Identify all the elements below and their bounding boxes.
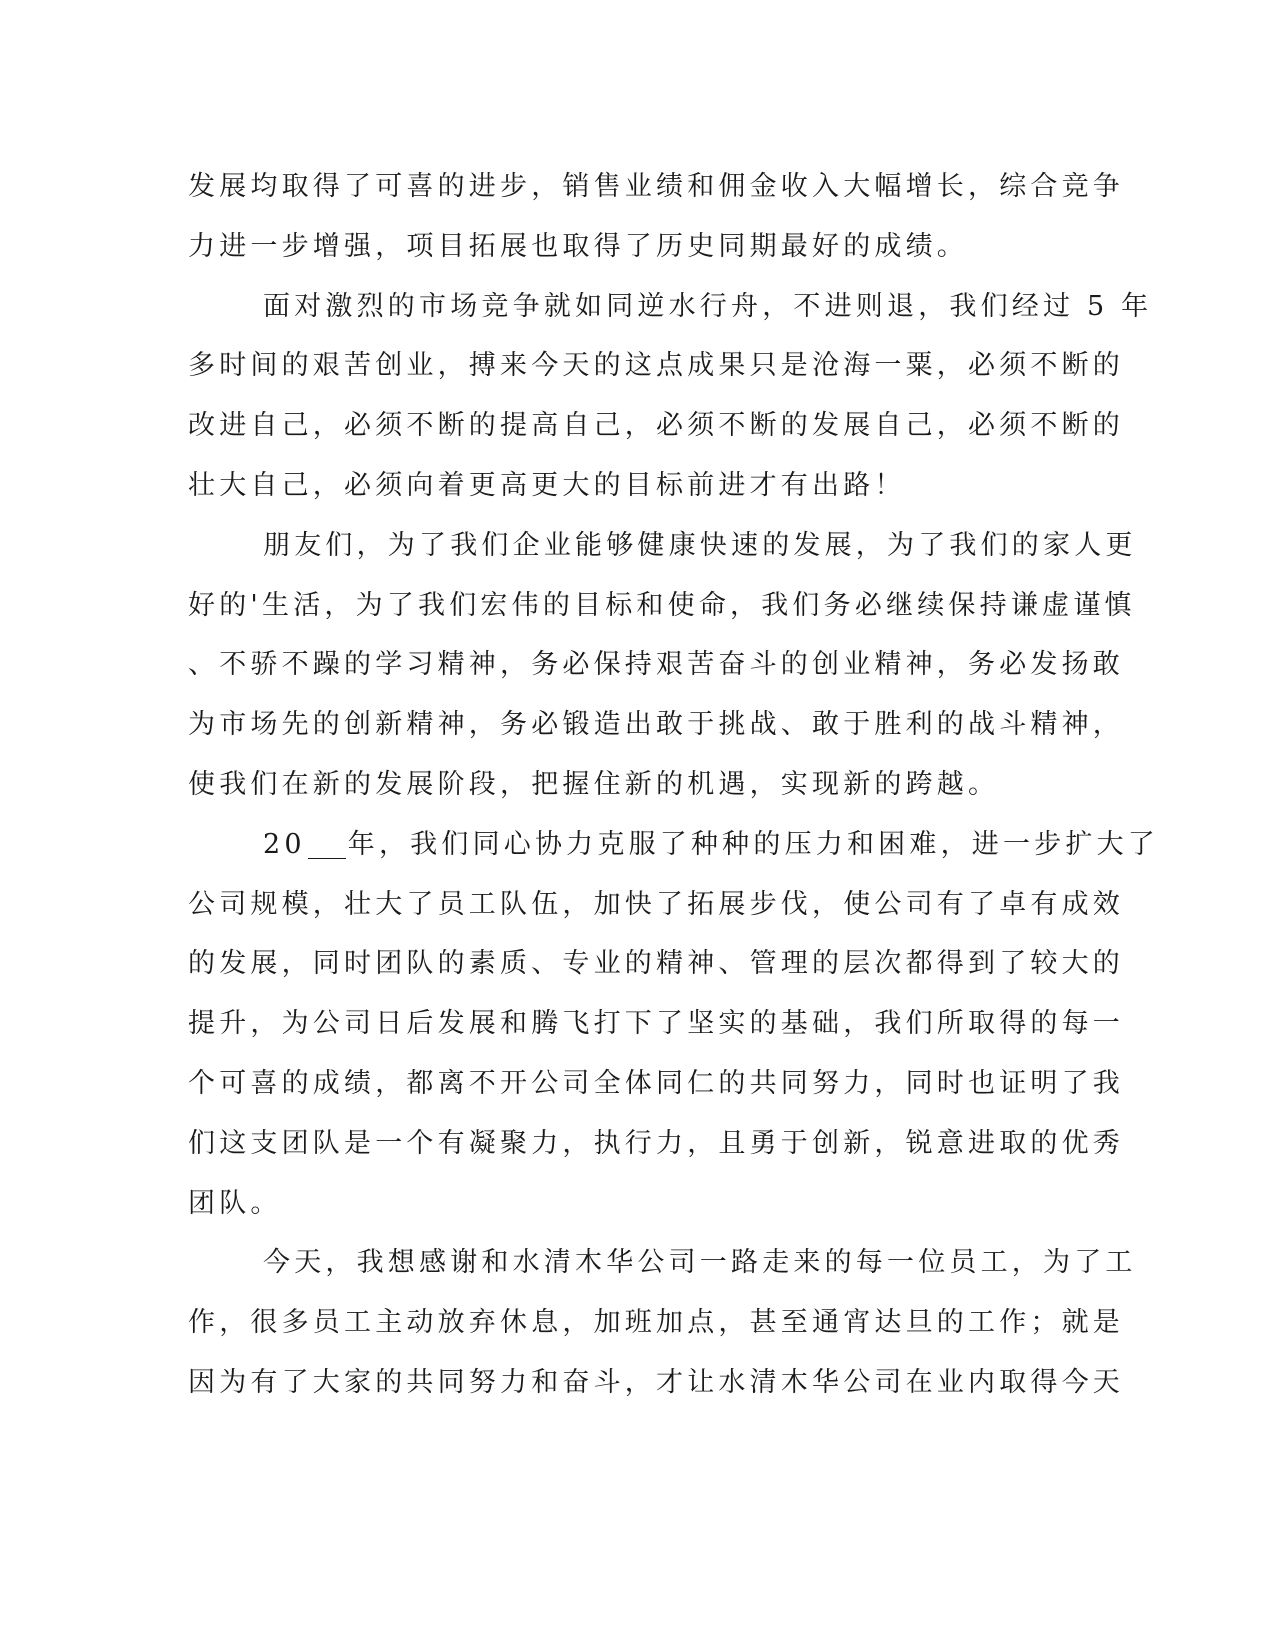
paragraph-start-line: 朋友们，为了我们企业能够健康快速的发展，为了我们的家人更 (263, 529, 1137, 561)
text-line: 个可喜的成绩，都离不开公司全体同仁的共同努力，同时也证明了我 (188, 1067, 1124, 1099)
text-line: 、不骄不躁的学习精神，务必保持艰苦奋斗的创业精神，务必发扬敢 (188, 649, 1124, 681)
text-line: 改进自己，必须不断的提高自己，必须不断的发展自己，必须不断的 (188, 410, 1124, 442)
text-line: 们这支团队是一个有凝聚力，执行力，且勇于创新，锐意进取的优秀 (188, 1127, 1124, 1159)
paragraph-start-line (188, 815, 1159, 875)
text-line: 的发展，同时团队的素质、专业的精神、管理的层次都得到了较大的 (188, 948, 1124, 980)
year-blank (308, 830, 346, 859)
text-line: 因为有了大家的共同努力和奋斗，才让水清木华公司在业内取得今天 (188, 1366, 1124, 1398)
text-line: 团队。 (188, 1187, 282, 1219)
text-line: 好的'生活，为了我们宏伟的目标和使命，我们务必继续保持谦虚谨慎 (188, 589, 1136, 621)
text-line: 壮大自己，必须向着更高更大的目标前进才有出路！ (188, 469, 906, 501)
line-text: 年，我们同心协力克服了种种的压力和困难，进一步扩大了 (347, 828, 1159, 860)
text-line: 提升，为公司日后发展和腾飞打下了坚实的基础，我们所取得的每一 (188, 1008, 1124, 1040)
paragraph-start-line: 面对激烈的市场竞争就如同逆水行舟，不进则退，我们经过 5 年 (263, 290, 1153, 322)
text-line: 作，很多员工主动放弃休息，加班加点，甚至通宵达旦的工作；就是 (188, 1307, 1124, 1339)
year-prefix: 20 (263, 828, 306, 860)
document-body (188, 157, 1159, 1413)
text-line: 公司规模，壮大了员工队伍，加快了拓展步伐，使公司有了卓有成效 (188, 888, 1124, 920)
paragraph-start-line: 今天，我想感谢和水清木华公司一路走来的每一位员工，为了工 (263, 1247, 1137, 1279)
text-line: 多时间的艰苦创业，搏来今天的这点成果只是沧海一粟，必须不断的 (188, 350, 1124, 382)
text-line: 发展均取得了可喜的进步，销售业绩和佣金收入大幅增长，综合竞争 (188, 171, 1124, 202)
text-line: 为市场先的创新精神，务必锻造出敢于挑战、敢于胜利的战斗精神， (188, 709, 1124, 741)
text-line: 使我们在新的发展阶段，把握住新的机遇，实现新的跨越。 (188, 768, 1000, 800)
text-line: 力进一步增强，项目拓展也取得了历史同期最好的成绩。 (188, 230, 968, 262)
